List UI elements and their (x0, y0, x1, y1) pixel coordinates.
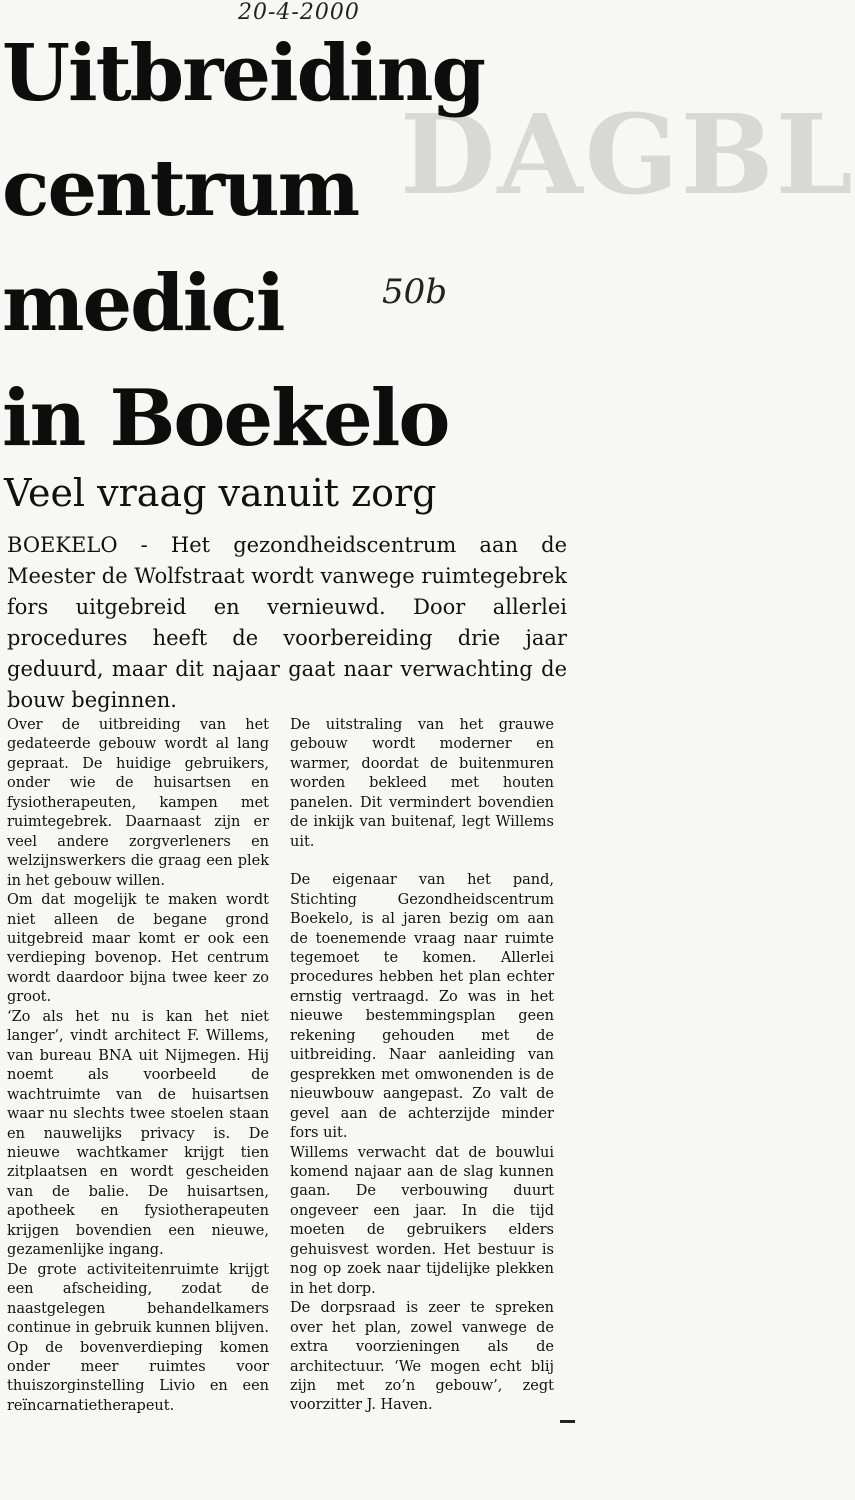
body-paragraph: De eigenaar van het pand, Stichting Gezondheidscentrum Boekelo, is al jaren bezig om aan de toenemende vraag naar ruimte tegemoet te komen. Allerlei procedures hebben het plan echter ernstig vertraagd. Zo was in het nieuwe bestemmingsplan geen rekening gehouden met de uitbreiding. Naar aanleiding van gesprekken met omwonenden is de nieuwbouw aangepast. Zo valt de gevel aan de achterzijde minder fors uit. (290, 872, 554, 1142)
left-column (7, 716, 269, 1416)
body-paragraph: Willems verwacht dat de bouwlui komend najaar aan de slag kunnen gaan. De verbouwing duurt ongeveer een jaar. In die tijd moeten de gebruikers elders gehuisvest worden. Het bestuur is nog op zoek naar tijdelijke plekken in het dorp. (290, 1144, 554, 1297)
body-paragraph: Om dat mogelijk te maken wordt niet alleen de begane grond uitgebreid maar komt er ook een verdieping bovenop. Het centrum wordt daardoor bijna twee keer zo groot. (7, 892, 269, 1006)
headline-line: Uitbreiding (2, 28, 484, 119)
headline (2, 16, 572, 476)
body-paragraph: De dorpsraad is zeer te spreken over het plan, zowel vanwege de extra voorzieningen als de architectuur. ‘We mogen echt blij zijn met zo’n gebouw’, zegt voorzitter J. Haven. (290, 1300, 554, 1414)
subtitle: Veel vraag vanuit zorg (4, 471, 437, 515)
show-through-background: DAGBL (400, 90, 855, 219)
right-column (290, 716, 554, 1416)
handwritten-code: 50b (382, 272, 448, 312)
body-paragraph: De grote activiteitenruimte krijgt een afscheiding, zodat de naastgelegen behandelkamers continue in gebruik kunnen blijven. Op de bovenverdieping komen onder meer ruimtes voor thuiszorginstelling Livio en een reïncarnatietherapeut. (7, 1261, 269, 1414)
headline-line: medici (2, 258, 284, 349)
body-paragraph: Over de uitbreiding van het gedateerde gebouw wordt al lang gepraat. De huidige gebruikers, onder wie de huisartsen en fysiotherapeuten, kampen met ruimtegebrek. Daarnaast zijn er veel andere zorgverleners en welzijnswerkers die graag een plek in het gebouw willen. (7, 717, 269, 889)
clipping-edge-mark (560, 1400, 575, 1423)
headline-line: in Boekelo (2, 373, 449, 464)
handwritten-date: 20-4-2000 (238, 0, 360, 25)
body-paragraph: De uitstraling van het grauwe gebouw wordt moderner en warmer, doordat de buitenmuren worden bekleed met houten panelen. Dit vermindert bovendien de inkijk van buitenaf, legt Willems uit. (290, 717, 554, 850)
body-paragraph: ‘Zo als het nu is kan het niet langer’, vindt architect F. Willems, van bureau BNA uit Nijmegen. Hij noemt als voorbeeld de wachtruimte van de huisartsen waar nu slechts twee stoelen staan en nauwelijks privacy is. De nieuwe wachtkamer krijgt tien zitplaatsen en wordt gescheiden van de balie. De huisartsen, apotheek en fysiotherapeuten krijgen bovendien een nieuwe, gezamenlijke ingang. (7, 1008, 269, 1259)
lead-paragraph: BOEKELO - Het gezondheidscentrum aan de Meester de Wolfstraat wordt vanwege ruimtegebrek fors uitgebreid en vernieuwd. Door allerlei procedures heeft de voorbereiding drie jaar geduurd, maar dit najaar gaat naar verwachting de bouw beginnen. (7, 533, 567, 712)
headline-line: centrum (2, 143, 359, 234)
